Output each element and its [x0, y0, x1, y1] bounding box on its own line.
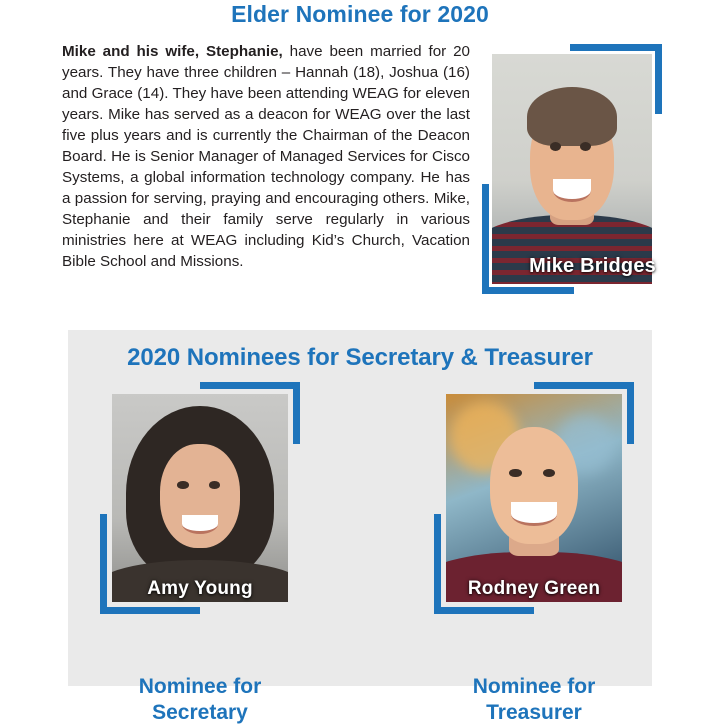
- portrait-illustration: [446, 394, 622, 602]
- officer-photo: [112, 394, 288, 602]
- officer-photo-caption: Rodney Green: [467, 578, 601, 599]
- officer-role-line1: Nominee for: [138, 675, 262, 698]
- officer-photo: [446, 394, 622, 602]
- officer-role-label: [80, 674, 320, 727]
- elder-nominee-section: [0, 0, 720, 314]
- elder-body: [0, 42, 720, 314]
- elder-photo: [492, 54, 652, 284]
- officer-photo-caption: Amy Young: [147, 578, 253, 599]
- portrait-illustration: [492, 54, 652, 284]
- officer-photo-frame: [434, 382, 634, 614]
- elder-photo-caption: Mike Bridges: [529, 255, 656, 278]
- officers-panel-title: 2020 Nominees for Secretary & Treasurer: [127, 344, 593, 371]
- elder-bio-paragraph: [62, 42, 470, 273]
- elder-bio-lead: Mike and his wife, Stephanie,: [62, 43, 283, 61]
- elder-bio-rest: have been married for 20 years. They have three children – Hannah (18), Joshua (16) and Grace (14). They have been attending WEAG for eleven years. Mike has served as a deacon for WEAG over the last five plus years and is currently the Chairman of the Deacon Board. He is Senior Manager of Managed Services for Cisco Systems, a global information technology company. He has a passion for serving, praying and encouraging others. Mike, Stephanie and their family serve regularly in various ministries here at WEAG including Kid’s Church, Vacation Bible School and Missions.: [62, 43, 470, 271]
- officer-role-label: [414, 674, 654, 727]
- elder-photo-frame: [482, 44, 662, 294]
- officers-row: [68, 382, 652, 725]
- elder-section-title: Elder Nominee for 2020: [231, 1, 489, 27]
- officer-role-line1: Nominee for: [472, 675, 596, 698]
- portrait-illustration: [112, 394, 288, 602]
- officer-role-line2: Treasurer: [486, 701, 582, 725]
- officer-photo-frame: [100, 382, 300, 614]
- officer-role-line2: Secretary: [152, 701, 248, 725]
- officers-nominees-panel: [68, 330, 652, 725]
